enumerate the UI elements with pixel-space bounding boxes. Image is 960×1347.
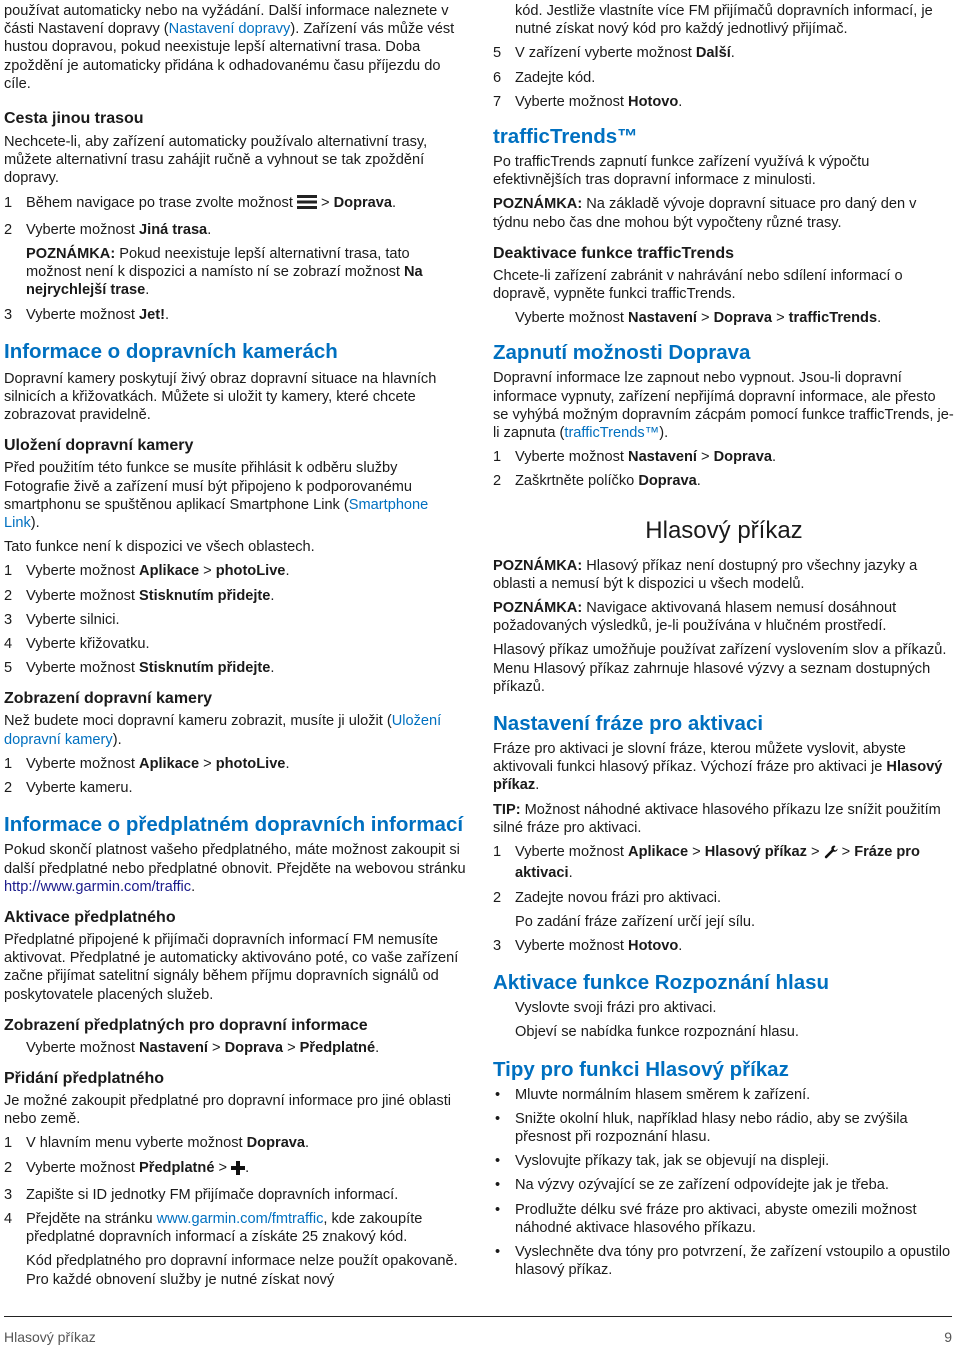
menu-icon <box>297 194 317 215</box>
cameras-body: Dopravní kamery poskytují živý obraz dopravní situace na hlavních silnicích a křižovatkách. Můžete si uložit ty kamery, které chcete zobrazovat pravidelně. <box>4 370 437 424</box>
heading-voice-tips: Tipy pro funkci Hlasový příkaz <box>493 1057 789 1081</box>
continued-text: kód. Jestliže vlastníte více FM přijímačů dopravních informací, je nutné získat nový kód pro každý jednotlivý přijímač. <box>515 3 933 38</box>
page-number: 9 <box>944 1329 952 1345</box>
heading-activate-voice: Aktivace funkce Rozpoznání hlasu <box>493 971 830 995</box>
enable-traffic-step-2: 2 Zaškrtněte políčko Doprava. <box>493 473 701 490</box>
list-item: • Prodlužte délku své fráze pro aktivaci, abyste omezili možnost náhodné aktivace hlasového příkazu. <box>495 1201 917 1236</box>
link-garmin-traffic[interactable]: http://www.garmin.com/traffic <box>4 878 192 895</box>
heading-disable-traffictrends: Deaktivace funkce trafficTrends <box>493 244 734 262</box>
intro-paragraph: používat automaticky nebo na vyžádání. Další informace naleznete v části Nastavení dopravy (Nastavení dopravy). Zařízení vás může vést hustou dopravou, pokud neexistuje lepší alternativní trasa. Doba zpoždění je automaticky přidána k odhadovanému času příjezdu do cíle. <box>4 3 455 92</box>
heading-traffictrends: trafficTrends™ <box>493 125 638 149</box>
traffictrends-body: Po trafficTrends zapnutí funkce zařízení využívá k výpočtu efektivnějších tras dopravní informace z minulosti. <box>493 154 870 189</box>
enable-traffic-step-1: 1 Vyberte možnost Nastavení > Doprava. <box>493 449 777 466</box>
wake-phrase-step-2-result: Po zadání fráze zařízení určí její sílu. <box>515 913 756 930</box>
heading-cameras: Informace o dopravních kamerách <box>4 339 338 363</box>
list-item: • Snižte okolní hluk, například hlasy nebo rádio, aby se zvýšila přesnost při rozpoznání hlasu. <box>495 1110 908 1145</box>
detour-body: Nechcete-li, aby zařízení automaticky používalo alternativní trasy, můžete alternativní trasu zahájit ručně a vyhnout se tak zpoždění dopravy. <box>4 134 428 187</box>
view-camera-body: Než budete moci dopravní kameru zobrazit, musíte ji uložit (Uložení dopravní kamery). <box>4 713 442 748</box>
add-subscription-step-1: 1 V hlavním menu vyberte možnost Doprava. <box>4 1135 310 1152</box>
wake-phrase-step-3: 3 Vyberte možnost Hotovo. <box>493 937 683 954</box>
page-footer <box>4 1316 952 1345</box>
add-subscription-step-5: 5 V zařízení vyberte možnost Další. <box>493 45 735 62</box>
save-camera-step-3: 3 Vyberte silnici. <box>4 611 120 628</box>
subscriptions-body: Pokud skončí platnost vašeho předplatného, máte možnost zakoupit si další předplatné nebo předplatné obnovit. Přejděte na webovou stránku http://www.garmin.com/traffic. <box>4 842 466 895</box>
plus-icon <box>231 1161 245 1180</box>
list-item: • Vyslechněte dva tóny pro potvrzení, že zařízení vstoupilo a opustilo hlasový příkaz. <box>495 1243 951 1279</box>
detour-step-2: 2 Vyberte možnost Jiná trasa. <box>4 221 212 238</box>
left-column <box>4 0 466 1289</box>
add-subscription-step-4: 4 Přejděte na stránku www.garmin.com/fmtraffic, kde zakoupíte předplatné dopravních informací a získáte 25 znakový kód. <box>4 1210 423 1246</box>
disable-traffictrends-body: Chcete-li zařízení zabránit v nahrávání nebo sdílení informací o dopravě, vypněte funkci trafficTrends. <box>493 267 903 303</box>
list-item: • Vyslovujte příkazy tak, jak se objevují na displeji. <box>495 1153 830 1170</box>
save-camera-availability: Tato funkce není k dispozici ve všech oblastech. <box>4 539 315 556</box>
heading-voice-command: Hlasový příkaz <box>645 516 803 544</box>
add-subscription-step-3: 3 Zapište si ID jednotky FM přijímače dopravních informací. <box>4 1186 399 1203</box>
detour-step-3: 3 Vyberte možnost Jet!. <box>4 306 170 323</box>
save-camera-step-2: 2 Vyberte možnost Stisknutím přidejte. <box>4 587 275 604</box>
add-subscription-step-6: 6 Zadejte kód. <box>493 69 596 86</box>
heading-detour: Cesta jinou trasou <box>4 110 144 128</box>
link-smartphone-link[interactable]: Smartphone Link <box>4 496 429 532</box>
right-column <box>493 0 955 1279</box>
wake-phrase-tip: TIP: Možnost náhodné aktivace hlasového příkazu lze snížit použitím silné fráze pro aktivaci. <box>493 801 941 836</box>
traffictrends-note: POZNÁMKA: Na základě vývoje dopravní situace pro daný den v týdnu nebo čas dne mohou být vypočteny různé trasy. <box>493 196 917 231</box>
heading-view-subscriptions: Zobrazení předplatných pro dopravní informace <box>4 1016 368 1034</box>
add-subscription-body: Je možné zakoupit předplatné pro dopravní informace pro jiné oblasti nebo země. <box>4 1092 451 1128</box>
footer-section-title: Hlasový příkaz <box>4 1329 96 1345</box>
voice-note-1: POZNÁMKA: Hlasový příkaz není dostupný pro všechny jazyky a oblasti a nemusí být k dispozici u všech modelů. <box>493 557 918 592</box>
wake-phrase-body: Fráze pro aktivaci je slovní fráze, kterou můžete vyslovit, abyste aktivovali funkci hlasový příkaz. Výchozí fráze pro aktivaci je Hlasový příkaz. <box>493 741 943 794</box>
add-subscription-note: Kód předplatného pro dopravní informace nelze použít opakovaně. Pro každé obnovení služby je nutné získat nový <box>26 1253 458 1288</box>
wrench-icon <box>824 845 838 864</box>
detour-step-1: 1 Během navigace po trase zvolte možnost > Doprava. <box>4 194 466 215</box>
heading-save-camera: Uložení dopravní kamery <box>4 437 194 455</box>
link-traffictrends[interactable]: trafficTrends™ <box>564 425 660 442</box>
list-item: • Na výzvy ozývající se ze zařízení odpovídejte jak je třeba. <box>495 1177 889 1194</box>
link-save-camera[interactable]: Uložení dopravní kamery <box>4 713 442 748</box>
heading-enable-traffic: Zapnutí možnosti Doprava <box>493 341 751 365</box>
detour-note: POZNÁMKA: Pokud neexistuje lepší alternativní trasa, tato možnost není k dispozici a namísto ní se zobrazí možnost Na nejrychlejší trase. <box>26 246 423 299</box>
voice-body: Hlasový příkaz umožňuje používat zařízení vyslovením slov a příkazů. Menu Hlasový příkaz zahrnuje hlasové výzvy a seznam dostupných příkazů. <box>493 642 947 695</box>
view-camera-step-2: 2 Vyberte kameru. <box>4 780 133 797</box>
save-camera-step-5: 5 Vyberte možnost Stisknutím přidejte. <box>4 660 275 677</box>
activate-voice-step: Vyslovte svoji frázi pro aktivaci. <box>515 1000 717 1017</box>
view-subscriptions-instruction: Vyberte možnost Nastavení > Doprava > Předplatné. <box>26 1039 380 1056</box>
heading-view-camera: Zobrazení dopravní kamery <box>4 690 213 708</box>
activate-subscription-body: Předplatné připojené k přijímači dopravních informací FM nemusíte aktivovat. Předplatné je automaticky aktivováno poté, co vaše zařízení začne přijímat satelitní signály během příjmu dopravních signálů od poskytovatele placených služeb. <box>4 931 459 1003</box>
wake-phrase-step-1: 1 Vyberte možnost Aplikace > Hlasový příkaz > > Fráze pro aktivaci. <box>493 844 920 882</box>
link-traffic-settings[interactable]: Nastavení dopravy <box>168 21 291 38</box>
view-camera-step-1: 1 Vyberte možnost Aplikace > photoLive. <box>4 755 290 772</box>
list-item: • Mluvte normálním hlasem směrem k zařízení. <box>495 1086 811 1103</box>
activate-voice-result: Objeví se nabídka funkce rozpoznání hlasu. <box>515 1024 799 1041</box>
save-camera-step-1: 1 Vyberte možnost Aplikace > photoLive. <box>4 563 290 580</box>
save-camera-step-4: 4 Vyberte křižovatku. <box>4 636 150 653</box>
enable-traffic-body: Dopravní informace lze zapnout nebo vypnout. Jsou-li dopravní informace vypnuty, zařízení nepřijímá dopravní informace, ale přesto se vyhýbá možným dopravním zácpám pomocí funkce trafficTrends, je-li zapnuta (trafficTrends™). <box>493 370 954 442</box>
add-subscription-step-2: 2 Vyberte možnost Předplatné > . <box>4 1159 466 1180</box>
voice-note-2: POZNÁMKA: Navigace aktivovaná hlasem nemusí dosáhnout požadovaných výsledků, je-li používána v hlučném prostředí. <box>493 600 897 635</box>
voice-tips-list <box>493 1086 955 1280</box>
heading-activate-subscription: Aktivace předplatného <box>4 908 176 926</box>
wake-phrase-step-2: 2 Zadejte novou frázi pro aktivaci. <box>493 889 722 906</box>
heading-add-subscription: Přidání předplatného <box>4 1069 165 1087</box>
heading-subscriptions: Informace o předplatném dopravních informací <box>4 813 464 837</box>
link-fmtraffic[interactable]: www.garmin.com/fmtraffic <box>156 1210 324 1227</box>
save-camera-body: Před použitím této funkce se musíte přihlásit k odběru služby Fotografie živě a zařízení musí být připojeno k podporovanému smartphonu se spuštěnou aplikací Smartphone Link (Smartphone Link). <box>4 460 429 532</box>
heading-wake-phrase: Nastavení fráze pro aktivaci <box>493 712 764 736</box>
add-subscription-step-7: 7 Vyberte možnost Hotovo. <box>493 93 683 110</box>
disable-traffictrends-instruction: Vyberte možnost Nastavení > Doprava > trafficTrends. <box>515 310 882 327</box>
